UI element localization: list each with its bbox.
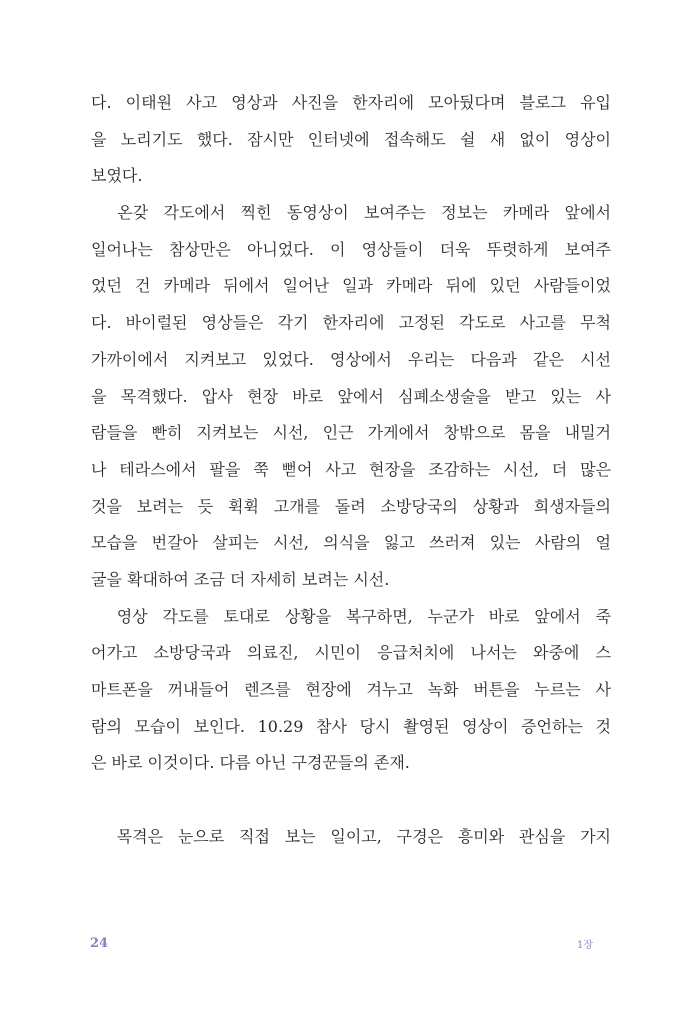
text-line: 어가고 소방당국과 의료진, 시민이 응급처치에 나서는 와중에 스: [91, 643, 611, 663]
text-line: 보였다.: [91, 166, 143, 186]
text-line: 영상 각도를 토대로 상황을 복구하면, 누군가 바로 앞에서 죽: [91, 606, 611, 626]
text-line: 모습을 번갈아 살피는 시선, 의식을 잃고 쓰러져 있는 사람의 얼: [91, 533, 611, 553]
text-line: 을 노리기도 했다. 잠시만 인터넷에 접속해도 쉴 새 없이 영상이: [91, 129, 611, 149]
chapter-label: 1장: [576, 940, 593, 951]
text-line: 다. 바이럴된 영상들은 각기 한자리에 고정된 각도로 사고를 무척: [91, 313, 611, 333]
text-line: 나 테라스에서 팔을 쭉 뻗어 사고 현장을 조감하는 시선, 더 많은: [91, 459, 611, 479]
text-line: 굴을 확대하여 조금 더 자세히 보려는 시선.: [91, 569, 390, 589]
text-line: 목격은 눈으로 직접 보는 일이고, 구경은 흥미와 관심을 가지: [91, 826, 611, 846]
text-line: 마트폰을 꺼내들어 렌즈를 현장에 겨누고 녹화 버튼을 누르는 사: [91, 680, 611, 699]
text-line: 을 목격했다. 압사 현장 바로 앞에서 심폐소생술을 받고 있는 사: [91, 386, 611, 406]
text-line: 람들을 빤히 지켜보는 시선, 인근 가게에서 창밖으로 몸을 내밀거: [91, 423, 611, 443]
text-line: 일어나는 참상만은 아니었다. 이 영상들이 더욱 뚜렷하게 보여주: [91, 239, 611, 259]
text-line: 다. 이태원 사고 영상과 사진을 한자리에 모아뒀다며 블로그 유입: [91, 93, 611, 112]
text-line: 것을 보려는 듯 휙휙 고개를 돌려 소방당국의 상황과 희생자들의: [91, 496, 611, 516]
page-number: 24: [90, 936, 109, 951]
blank-line: [91, 782, 611, 819]
text-line: 가까이에서 지켜보고 있었다. 영상에서 우리는 다음과 같은 시선: [91, 349, 611, 369]
text-line: 온갖 각도에서 찍힌 동영상이 보여주는 정보는 카메라 앞에서: [91, 203, 611, 223]
text-line: 었던 건 카메라 뒤에서 일어난 일과 카메라 뒤에 있던 사람들이었: [91, 276, 611, 296]
body-text: [91, 85, 611, 855]
text-line: 람의 모습이 보인다. 10.29 참사 당시 촬영된 영상이 증언하는 것: [91, 716, 611, 736]
text-line: 은 바로 이것이다. 다름 아닌 구경꾼들의 존재.: [91, 753, 410, 773]
